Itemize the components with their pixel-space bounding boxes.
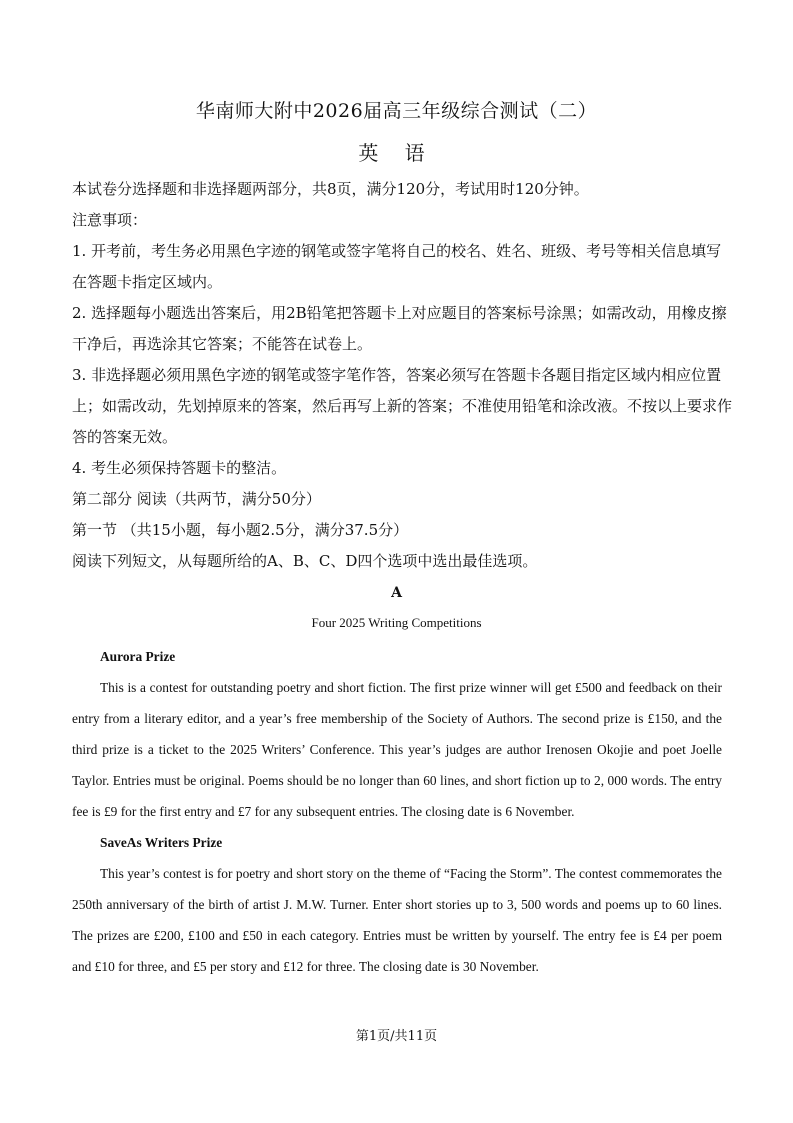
notice-label: 注意事项：: [72, 211, 148, 229]
notice-item-2: 2. 选择题每小题选出答案后，用2B铅笔把答题卡上对应题目的答案标号涂黑；如需改动，用橡皮擦干净后，再选涂其它答案；不能答在试卷上。: [72, 304, 727, 353]
passage-title: Four 2025 Writing Competitions: [311, 615, 482, 630]
prize-text-saveas: This year’s contest is for poetry and short story on the theme of “Facing the Storm”. The contest commemorates the 250th anniversary of the birth of artist J. M.W. Turner. Enter short stories up to 3, 500 words and poems up to 60 lines. The prizes are £200, £100 and £50 in each category. Entries must be written by yourself. The entry fee is £4 per poem and £10 for three, and £5 per story and £12 for three. The closing date is 30 November.: [72, 866, 722, 974]
exam-title: 华南师大附中2026届高三年级综合测试（二）: [195, 100, 598, 122]
prize-heading-saveas: SaveAs Writers Prize: [100, 835, 223, 850]
notice-item-3: 3. 非选择题必须用黑色字迹的钢笔或签字笔作答，答案必须写在答题卡各题目指定区域内相应位置上；如需改动，先划掉原来的答案，然后再写上新的答案；不准使用铅笔和涂改液。不按以上要求作答的答案无效。: [72, 366, 733, 446]
reading-directions: 阅读下列短文，从每题所给的A、B、C、D四个选项中选出最佳选项。: [72, 552, 538, 570]
instructions-block: [72, 174, 732, 577]
prize-heading-aurora: Aurora Prize: [100, 649, 176, 664]
exam-intro: 本试卷分选择题和非选择题两部分，共8页，满分120分，考试用时120分钟。: [72, 180, 589, 198]
subject-title: 英 语: [358, 141, 435, 165]
passage-label: A: [391, 585, 402, 601]
section-title: 第一节 （共15小题，每小题2.5分，满分37.5分）: [72, 521, 409, 539]
notice-item-4: 4. 考生必须保持答题卡的整洁。: [72, 459, 287, 477]
page-number: 第1页/共11页: [355, 1029, 438, 1044]
passage-body: [72, 641, 722, 982]
part-title: 第二部分 阅读（共两节，满分50分）: [72, 490, 321, 508]
notice-item-1: 1. 开考前，考生务必用黑色字迹的钢笔或签字笔将自己的校名、姓名、班级、考号等相关信息填写在答题卡指定区域内。: [72, 242, 722, 291]
prize-text-aurora: This is a contest for outstanding poetry and short fiction. The first prize winner will get £500 and feedback on their entry from a literary editor, and a year’s free membership of the Society of Authors. The second prize is £150, and the third prize is a ticket to the 2025 Writers’ Conference. This year’s judges are author Irenosen Okojie and poet Joelle Taylor. Entries must be original. Poems should be no longer than 60 lines, and short fiction up to 2, 000 words. The entry fee is £9 for the first entry and £7 for any subsequent entries. The closing date is 6 November.: [72, 680, 722, 819]
